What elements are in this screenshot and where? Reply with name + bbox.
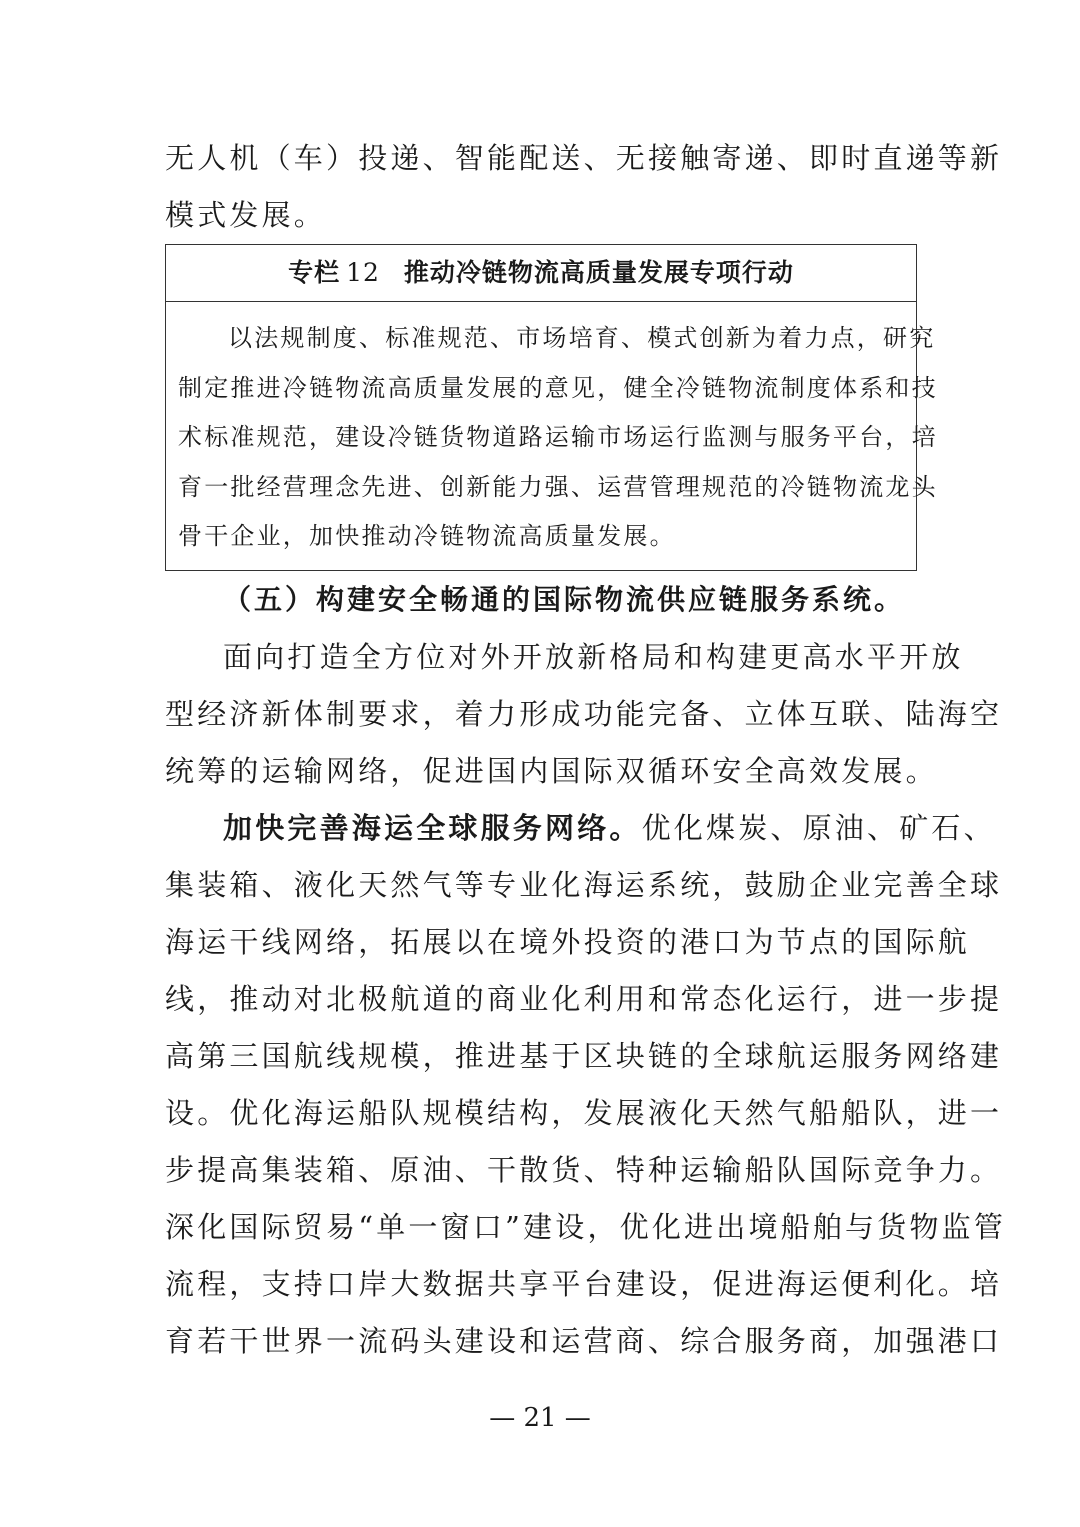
column-box-line: 术标准规范，建设冷链货物道路运输市场运行监测与服务平台，培 xyxy=(178,423,938,451)
column-box-line: 制定推进冷链物流高质量发展的意见，健全冷链物流制度体系和技 xyxy=(178,373,938,402)
paragraph-lead: 加快完善海运全球服务网络。 xyxy=(223,810,642,845)
intro-line: 无人机（车）投递、智能配送、无接触寄递、即时直递等新 xyxy=(165,141,1003,175)
paragraph-line: 步提高集装箱、原油、干散货、特种运输船队国际竞争力。 xyxy=(165,1152,1003,1187)
paragraph-line: 面向打造全方位对外开放新格局和构建更高水平开放 xyxy=(223,639,964,674)
document-page xyxy=(165,130,1007,1370)
paragraph-line: 育若干世界一流码头建设和运营商、综合服务商，加强港口 xyxy=(165,1323,1003,1358)
section-heading: （五）构建安全畅通的国际物流供应链服务系统。 xyxy=(223,582,906,616)
column-box-title xyxy=(166,245,916,302)
paragraph-line: 设。优化海运船队规模结构，发展液化天然气船船队，进一 xyxy=(165,1095,1003,1130)
paragraph-line: 统筹的运输网络，促进国内国际双循环安全高效发展。 xyxy=(165,753,938,788)
column-number: 12 xyxy=(346,258,380,287)
column-box-line: 以法规制度、标准规范、市场培育、模式创新为着力点，研究 xyxy=(228,324,936,352)
paragraph-line xyxy=(165,800,996,857)
paragraph-line: 型经济新体制要求，着力形成功能完备、立体互联、陆海空 xyxy=(165,696,1003,731)
paragraph-line: 集装箱、液化天然气等专业化海运系统，鼓励企业完善全球 xyxy=(165,867,1003,902)
paragraph-line: 深化国际贸易“单一窗口”建设，优化进出境船舶与货物监管 xyxy=(165,1209,1007,1244)
paragraph-line: 高第三国航线规模，推进基于区块链的全球航运服务网络建 xyxy=(165,1038,1003,1073)
paragraph-line: 海运干线网络，拓展以在境外投资的港口为节点的国际航 xyxy=(165,924,971,959)
paragraph-text: 优化煤炭、原油、矿石、 xyxy=(641,810,996,845)
column-box-line: 育一批经营理念先进、创新能力强、运营管理规范的冷链物流龙头 xyxy=(178,472,938,501)
paragraph-line: 流程，支持口岸大数据共享平台建设，促进海运便利化。培 xyxy=(165,1266,1003,1301)
column-label: 专栏 xyxy=(288,258,341,287)
column-box-line: 骨干企业，加快推动冷链物流高质量发展。 xyxy=(178,522,676,550)
column-box-body xyxy=(166,302,938,570)
column-box xyxy=(165,244,938,571)
intro-line: 模式发展。 xyxy=(165,198,327,232)
column-title: 推动冷链物流高质量发展专项行动 xyxy=(403,258,794,287)
page-number: — 21 — xyxy=(489,1403,591,1433)
paragraph-line: 线，推动对北极航道的商业化利用和常态化运行，进一步提 xyxy=(165,981,1003,1016)
